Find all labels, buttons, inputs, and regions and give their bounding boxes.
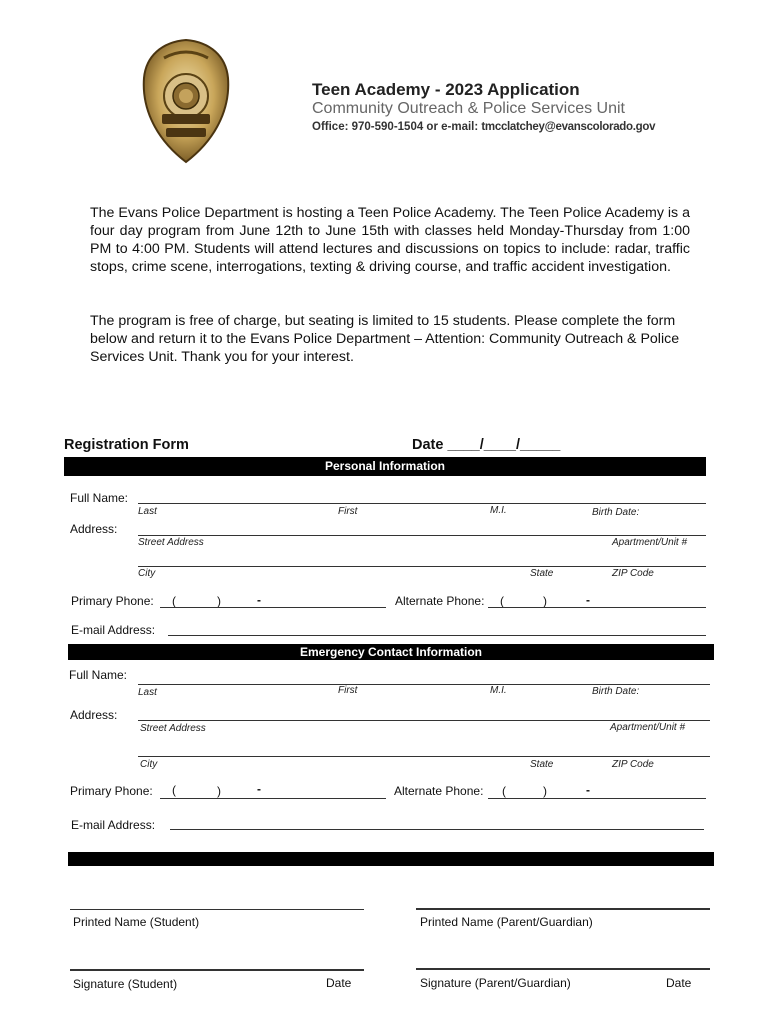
- section-divider-bar: [68, 852, 714, 866]
- emergency-contact-header: Emergency Contact Information: [68, 644, 714, 660]
- emergency-primary-phone-dash: -: [257, 782, 261, 796]
- emergency-alternate-phone-open: (: [502, 784, 506, 798]
- email-line[interactable]: [168, 635, 706, 636]
- alternate-phone-dash: -: [586, 593, 590, 607]
- emergency-street-line[interactable]: [138, 720, 710, 721]
- alternate-phone-close: ): [543, 594, 547, 608]
- intro-paragraph-1: The Evans Police Department is hosting a Teen Police Academy. The Teen Police Academy is a four day program from June 12th to June 15th with classes held Monday-Thursday from 1:00 PM to 4:00 PM. Students will attend lectures and discussions on topics to include: radar, traffic stops, crime scene, interrogations, texting & driving course, and traffic accident investigation.: [90, 205, 690, 275]
- last-label: Last: [138, 506, 157, 517]
- alternate-phone-line[interactable]: [488, 607, 706, 608]
- state-label: State: [530, 568, 554, 579]
- personal-info-header: Personal Information: [64, 457, 706, 476]
- form-title: Teen Academy - 2023 Application: [312, 80, 580, 99]
- contact-line: [312, 121, 655, 133]
- zip-label: ZIP Code: [612, 568, 654, 579]
- first-label: First: [338, 506, 358, 517]
- emergency-apartment-label: Apartment/Unit #: [610, 722, 686, 733]
- emergency-birth-date-label: Birth Date:: [592, 686, 640, 697]
- emergency-address-label: Address:: [70, 708, 118, 722]
- emergency-primary-phone-open: (: [172, 783, 176, 797]
- primary-phone-close: ): [217, 594, 221, 608]
- signature-student-label: Signature (Student): [73, 977, 178, 991]
- emergency-alternate-phone-close: ): [543, 784, 547, 798]
- emergency-street-label: Street Address: [140, 723, 206, 734]
- primary-phone-line[interactable]: [160, 607, 386, 608]
- police-badge-icon: [140, 38, 232, 164]
- emergency-first-label: First: [338, 685, 358, 696]
- city-label: City: [138, 568, 156, 579]
- emergency-zip-label: ZIP Code: [612, 759, 654, 770]
- address-label: Address:: [70, 522, 118, 536]
- full-name-label: Full Name:: [70, 491, 129, 505]
- signature-parent-line[interactable]: [416, 968, 710, 970]
- emergency-last-label: Last: [138, 687, 157, 698]
- emergency-full-name-label: Full Name:: [69, 668, 128, 682]
- signature-student-date-label: Date: [326, 976, 352, 990]
- birth-date-label: Birth Date:: [592, 507, 640, 518]
- full-name-line[interactable]: [138, 503, 706, 504]
- emergency-alternate-phone-line[interactable]: [488, 798, 706, 799]
- printed-name-student-line[interactable]: [70, 909, 364, 910]
- city-line[interactable]: [138, 566, 706, 567]
- unit-subtitle: Community Outreach & Police Services Unit: [312, 100, 625, 117]
- emergency-city-label: City: [140, 759, 158, 770]
- emergency-email-line[interactable]: [170, 829, 704, 830]
- emergency-alternate-phone-label: Alternate Phone:: [394, 784, 484, 798]
- primary-phone-open: (: [172, 594, 176, 608]
- alternate-phone-open: (: [500, 594, 504, 608]
- emergency-alternate-phone-dash: -: [586, 783, 590, 797]
- email-label: E-mail Address:: [71, 623, 156, 637]
- street-address-line[interactable]: [138, 535, 706, 536]
- emergency-primary-phone-line[interactable]: [160, 798, 386, 799]
- emergency-primary-phone-label: Primary Phone:: [70, 784, 153, 798]
- contact-email-link[interactable]: tmcclatchey@evanscolorado.gov: [481, 121, 656, 133]
- apartment-label: Apartment/Unit #: [612, 537, 688, 548]
- emergency-mi-label: M.I.: [490, 685, 507, 696]
- emergency-state-label: State: [530, 759, 554, 770]
- signature-parent-label: Signature (Parent/Guardian): [420, 976, 571, 990]
- intro-paragraph-2: The program is free of charge, but seating is limited to 15 students. Please complete the form below and return it to the Evans Police Department – Attention: Community Outreach & Police Services Unit. Thank you for your interest.: [90, 313, 680, 365]
- street-address-label: Street Address: [138, 537, 204, 548]
- primary-phone-label: Primary Phone:: [71, 594, 154, 608]
- emergency-email-label: E-mail Address:: [71, 818, 156, 832]
- emergency-city-line[interactable]: [138, 756, 710, 757]
- primary-phone-dash: -: [257, 593, 261, 607]
- emergency-primary-phone-close: ): [217, 784, 221, 798]
- printed-name-parent-label: Printed Name (Parent/Guardian): [420, 915, 593, 929]
- signature-parent-date-label: Date: [666, 976, 692, 990]
- printed-name-student-label: Printed Name (Student): [73, 915, 200, 929]
- emergency-full-name-line[interactable]: [138, 684, 710, 685]
- signature-student-line[interactable]: [70, 969, 364, 971]
- registration-form-title: Registration Form: [64, 437, 189, 453]
- contact-office: Office: 970-590-1504 or e-mail:: [312, 121, 482, 133]
- date-field-label: Date ____/____/_____: [412, 437, 561, 453]
- printed-name-parent-line[interactable]: [416, 908, 710, 910]
- alternate-phone-label: Alternate Phone:: [395, 594, 485, 608]
- mi-label: M.I.: [490, 505, 507, 516]
